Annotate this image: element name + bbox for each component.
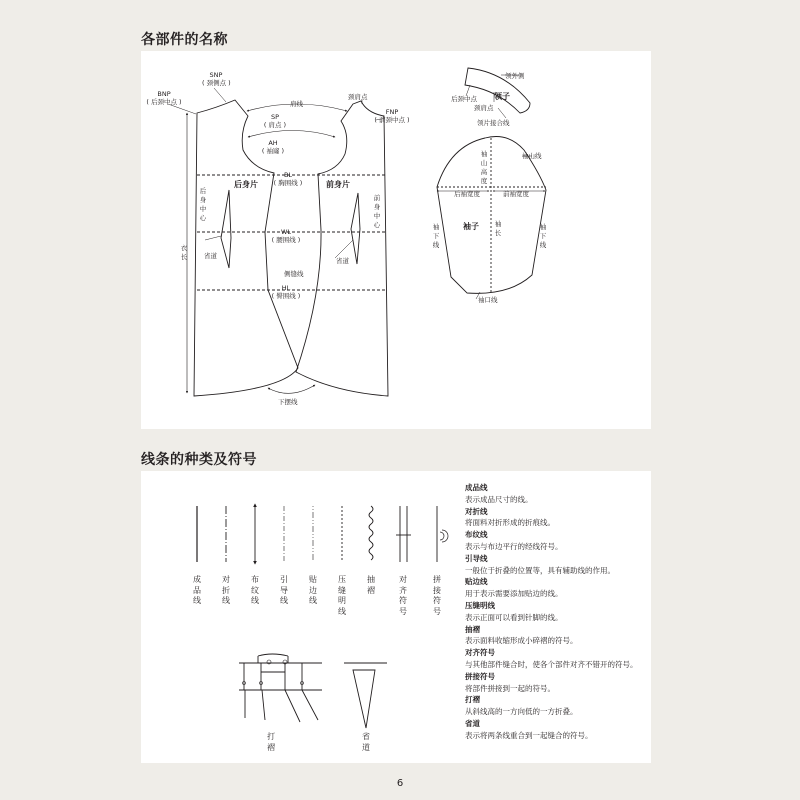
sleeve-outline: [437, 137, 546, 294]
legend-item: 抽褶 表示面料收缩形成小碎褶的符号。: [465, 624, 578, 646]
section-title-parts: 各部件的名称: [141, 32, 228, 48]
sp-measure: [248, 131, 335, 138]
page-number: 6: [396, 778, 404, 789]
label-collar-shoulder-point: 颈肩点: [474, 104, 494, 112]
label-finished-line: 成品线: [193, 575, 201, 605]
legend-item: 压缝明线 表示正面可以看到针脚的线。: [465, 600, 563, 622]
label-front-body: 前身片: [326, 180, 350, 189]
label-collar-back-center: 后颈中点: [451, 95, 477, 103]
pleat-sample: [239, 654, 322, 722]
legend-item: 贴边线 用于表示需要添加贴边的线。: [465, 577, 563, 599]
front-dart: [351, 193, 360, 264]
label-sleeve-cuff: 袖口线: [478, 296, 498, 304]
label-sleeve-cap-height: 袖山高度: [480, 150, 488, 185]
label-grain-line: 布纹线: [251, 575, 259, 605]
back-dart: [221, 190, 231, 268]
label-sleeve-front-width: 前袖宽度: [503, 190, 529, 198]
label-sleeve-length: 袖长: [494, 220, 502, 237]
label-sleeve-back-width: 后袖宽度: [454, 190, 480, 198]
hem-measure: [268, 385, 315, 393]
label-back-center: 后身中心: [199, 187, 207, 222]
line-legend: [465, 482, 645, 742]
label-fold-line: 对折线: [222, 575, 230, 605]
label-dart-symbol: 省道: [362, 732, 370, 752]
legend-item: 对折线 将面料对折形成的折痕线。: [465, 506, 555, 528]
label-bl: BL ( 胸围线 ): [273, 171, 303, 187]
gather-sample: [369, 506, 373, 560]
label-topstitch-line: 压缝明线: [338, 575, 346, 616]
label-side-seam: 侧缝线: [284, 270, 304, 278]
dart-sample: [344, 663, 387, 728]
label-snp: SNP ( 颈侧点 ): [202, 71, 231, 87]
label-fnp: FNP ( 前颈中点 ): [374, 108, 410, 124]
label-sleeve: 袖子: [463, 222, 479, 231]
label-shoulder-point-neck: 颈肩点: [348, 93, 368, 101]
label-gather: 抽褶: [367, 575, 375, 595]
label-wl: WL ( 腰围线 ): [271, 228, 301, 244]
label-hem: 下摆线: [278, 398, 298, 406]
legend-item: 对齐符号 与其他部件缝合时，使各个部件对齐不错开的符号。: [465, 648, 638, 669]
label-join: 拼接符号: [433, 575, 441, 616]
label-shoulder-line: 肩线: [290, 100, 303, 108]
label-hl: HL ( 臀围线 ): [271, 284, 301, 300]
label-front-center: 前身中心: [373, 194, 381, 229]
label-collar-outer: 领外侧: [505, 72, 525, 80]
label-length: 衣长: [180, 244, 188, 261]
label-pleat: 打褶: [267, 732, 275, 752]
label-sleeve-cap-line: 袖山线: [522, 152, 542, 160]
legend-item: 成品线 表示成品尺寸的线。: [465, 483, 533, 504]
label-facing-line: 贴边线: [309, 575, 317, 605]
label-sp: SP ( 肩点 ): [263, 113, 287, 129]
label-bnp: BNP ( 后颈中点 ): [146, 90, 182, 106]
label-collar-seam: 领片接合线: [477, 119, 510, 127]
label-collar: 领子: [494, 92, 510, 101]
legend-item: 布纹线 表示与布边平行的经线符号。: [465, 530, 563, 551]
section-title-lines: 线条的种类及符号: [141, 452, 257, 468]
label-dart-left: 省道: [204, 252, 217, 260]
join-sample-mark: [440, 530, 448, 542]
front-body-outline: [296, 101, 388, 396]
legend-item: 拼接符号 将部件拼接到一起的符号。: [465, 671, 555, 693]
label-dart-right: 省道: [336, 257, 349, 265]
label-ah: AH ( 袖窿 ): [261, 139, 285, 155]
label-guide-line: 引导线: [280, 575, 288, 605]
label-sleeve-underarm-right: 袖下线: [539, 223, 547, 249]
label-sleeve-underarm-left: 袖下线: [432, 223, 440, 249]
legend-item: 打褶 从斜线高的一方向低的一方折叠。: [465, 695, 578, 717]
legend-item: 引导线 一般位于折叠的位置等，具有辅助线的作用。: [465, 553, 615, 575]
label-back-body: 后身片: [234, 180, 258, 189]
legend-item: 省道 表示将两条线重合到一起缝合的符号。: [465, 718, 593, 740]
label-notch: 对齐符号: [399, 575, 407, 616]
